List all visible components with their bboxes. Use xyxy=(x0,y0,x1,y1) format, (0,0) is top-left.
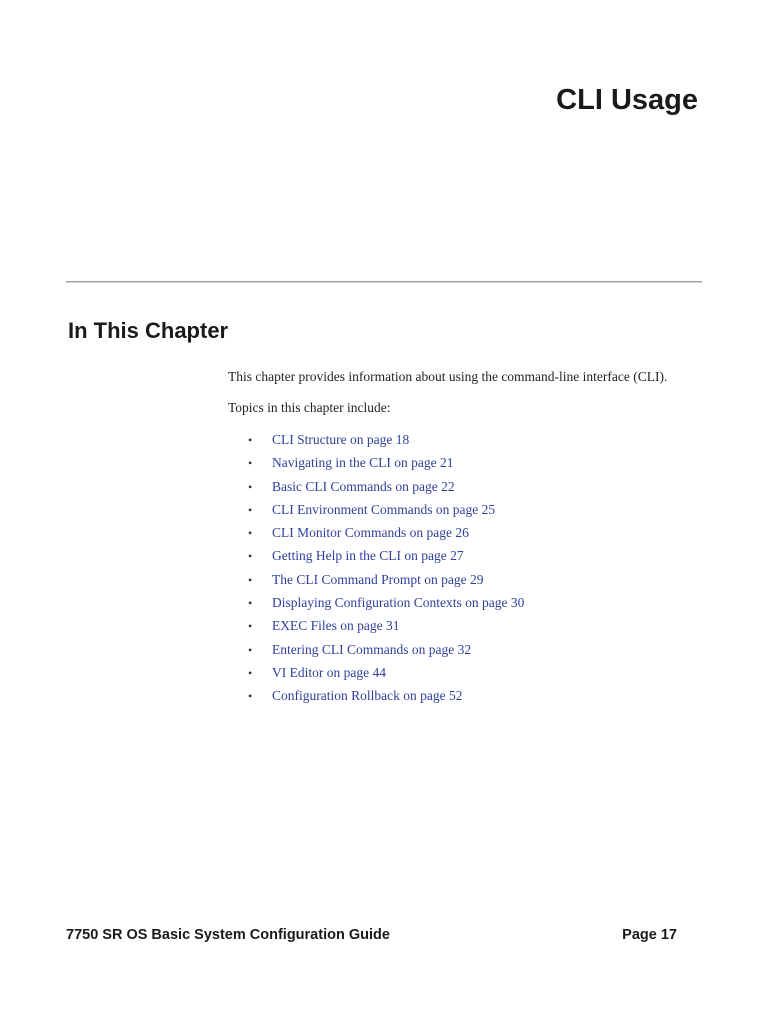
intro-paragraph: This chapter provides information about using the command-line interface (CLI). xyxy=(228,369,668,384)
topic-item xyxy=(248,638,524,661)
bullet-icon: • xyxy=(248,642,253,657)
topic-item xyxy=(248,614,524,637)
bullet-icon: • xyxy=(248,526,253,541)
topic-link-vi-editor[interactable]: VI Editor on page 44 xyxy=(272,664,386,680)
bullet-icon: • xyxy=(248,502,253,517)
bullet-icon: • xyxy=(248,689,253,704)
footer-page-number: Page 17 xyxy=(622,927,677,943)
topic-item xyxy=(248,475,524,498)
topic-link-getting-help[interactable]: Getting Help in the CLI on page 27 xyxy=(272,548,464,564)
topic-item xyxy=(248,684,524,707)
bullet-icon: • xyxy=(248,433,253,447)
topic-item xyxy=(248,451,524,474)
bullet-icon: • xyxy=(248,479,253,494)
topic-link-entering-commands[interactable]: Entering CLI Commands on page 32 xyxy=(272,641,472,657)
bullet-icon: • xyxy=(248,572,253,587)
topic-item xyxy=(248,568,524,591)
topic-link-environment-commands[interactable]: CLI Environment Commands on page 25 xyxy=(272,501,496,517)
footer-guide-title: 7750 SR OS Basic System Configuration Guide xyxy=(66,927,390,943)
bullet-icon: • xyxy=(248,596,253,611)
topics-intro: Topics in this chapter include: xyxy=(228,400,391,415)
bullet-icon: • xyxy=(248,549,253,564)
topic-link-monitor-commands[interactable]: CLI Monitor Commands on page 26 xyxy=(272,525,469,541)
topic-link-basic-commands[interactable]: Basic CLI Commands on page 22 xyxy=(272,478,455,494)
topic-item xyxy=(248,521,524,544)
topic-link-configuration-rollback[interactable]: Configuration Rollback on page 52 xyxy=(272,688,463,704)
bullet-icon: • xyxy=(248,619,253,634)
topic-link-exec-files[interactable]: EXEC Files on page 31 xyxy=(272,618,400,634)
topic-item xyxy=(248,591,524,614)
topic-item xyxy=(248,428,524,451)
bullet-icon: • xyxy=(248,456,253,471)
topic-link-configuration-contexts[interactable]: Displaying Configuration Contexts on page 30 xyxy=(272,595,525,611)
chapter-divider xyxy=(66,281,702,283)
chapter-title: CLI Usage xyxy=(556,84,698,116)
topic-item xyxy=(248,661,524,684)
topic-link-cli-structure[interactable]: CLI Structure on page 18 xyxy=(272,432,410,447)
topic-link-navigating[interactable]: Navigating in the CLI on page 21 xyxy=(272,455,454,471)
topic-item xyxy=(248,498,524,521)
topic-item xyxy=(248,544,524,567)
topic-list xyxy=(248,428,524,708)
bullet-icon: • xyxy=(248,665,253,680)
section-heading: In This Chapter xyxy=(68,318,229,343)
topic-link-command-prompt[interactable]: The CLI Command Prompt on page 29 xyxy=(272,571,484,587)
